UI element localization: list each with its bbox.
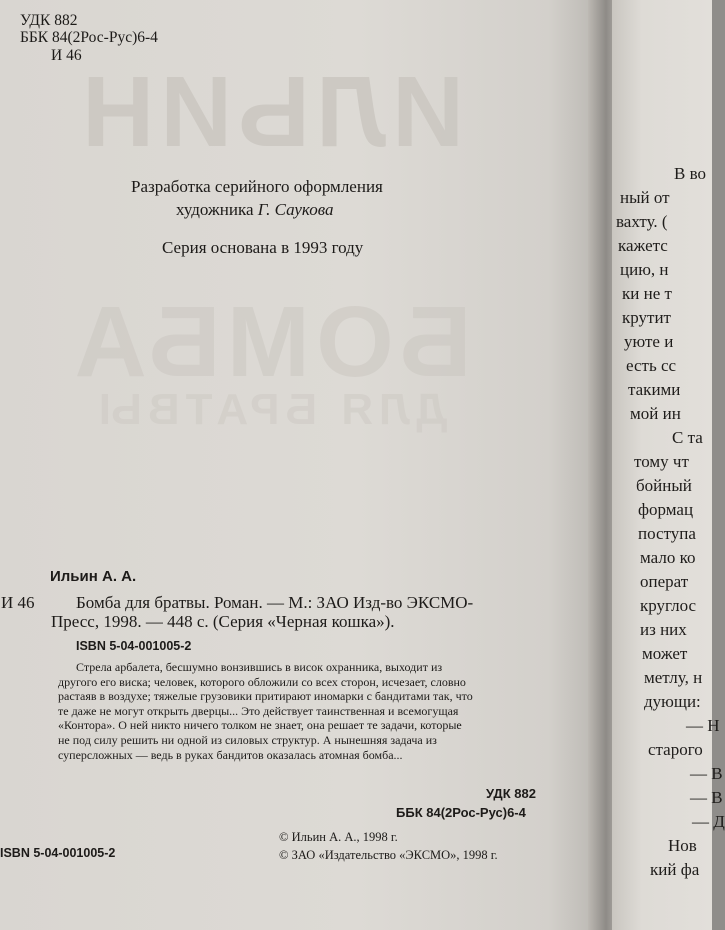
right-line: — Д <box>692 812 725 831</box>
copyright-publisher: © ЗАО «Издательство «ЭКСМО», 1998 г. <box>279 848 498 862</box>
annotation-line: другого его виска; человек, которого обложили со всех сторон, исчезает, словно <box>58 674 466 689</box>
author-name: Ильин А. А. <box>50 568 137 585</box>
right-line: такими <box>628 380 681 399</box>
bbk-code-top: ББК 84(2Рос-Рус)6-4 <box>20 29 158 46</box>
right-line: круглос <box>640 596 697 615</box>
author-index-code: И 46 <box>1 593 35 612</box>
right-line: — В <box>690 788 723 807</box>
right-line: может <box>642 644 688 663</box>
design-credit-prefix: художника <box>176 200 254 219</box>
right-line: Нов <box>668 836 697 855</box>
show-through-subtitle-2: ДЛЯ БРАТВЫ <box>92 385 448 434</box>
udk-code-top: УДК 882 <box>20 12 78 29</box>
isbn: ISBN 5-04-001005-2 <box>76 639 192 653</box>
right-line: мой ин <box>630 404 681 423</box>
annotation <box>58 660 473 762</box>
right-line: из них <box>640 620 687 639</box>
annotation-line: те даже не могут открыть дверцы... Это действует таинственная и всемогущая <box>58 703 459 718</box>
annotation-line: не под силу решить ни одной из силовых структур. А нынешняя задача из <box>58 732 437 747</box>
right-line: формац <box>638 500 694 519</box>
show-through-title: ИЛЬИН <box>76 56 465 168</box>
right-line: ный от <box>620 188 670 207</box>
annotation-line: Стрела арбалета, бесшумно вонзившись в висок охранника, выходит из <box>76 660 443 674</box>
copyright-author: © Ильин А. А., 1998 г. <box>279 830 398 844</box>
right-line: — В <box>690 764 723 783</box>
annotation-line: суперсложных — ведь в руках бандитов оказалась атомная бомба... <box>58 747 403 762</box>
right-line: есть сс <box>626 356 677 375</box>
right-page-text <box>612 0 725 930</box>
series-founded: Серия основана в 1993 году <box>162 238 364 257</box>
design-credit-line-1: Разработка серийного оформления <box>131 177 383 196</box>
udk-code-bottom: УДК 882 <box>486 786 536 801</box>
bibliographic-line-2: Пресс, 1998. — 448 с. (Серия «Черная кошка»). <box>51 612 395 631</box>
right-line: С та <box>672 428 703 447</box>
right-line: поступа <box>638 524 696 543</box>
show-through-subtitle: БОМБА <box>68 286 472 398</box>
right-line: ки не т <box>622 284 672 303</box>
right-line: кий фа <box>650 860 700 879</box>
annotation-line: «Контора». О ней никто ничего толком не знает, она решает те задачи, которые <box>58 718 462 733</box>
designer-name: Г. Саукова <box>257 200 334 219</box>
isbn-bottom: ISBN 5-04-001005-2 <box>0 846 116 860</box>
author-index-top: И 46 <box>51 47 82 64</box>
bbk-code-bottom: ББК 84(2Рос-Рус)6-4 <box>396 805 526 820</box>
right-line: дующи: <box>644 692 701 711</box>
right-line: операт <box>640 572 689 591</box>
right-line: кажетс <box>618 236 668 255</box>
right-line: мало ко <box>640 548 696 567</box>
right-line: вахту. ( <box>616 212 668 231</box>
right-line: бойный <box>636 476 692 495</box>
design-credit-line-2 <box>176 200 334 220</box>
right-line: крутит <box>622 308 671 327</box>
right-page <box>612 0 725 930</box>
annotation-line: растаяв в воздухе; тяжелые грузовики притирают иномарки с бандитами так, что <box>58 689 473 704</box>
right-line: старого <box>648 740 703 759</box>
bibliographic-line-1: Бомба для братвы. Роман. — М.: ЗАО Изд-во ЭКСМО- <box>76 593 474 612</box>
right-line: тому чт <box>634 452 689 471</box>
right-line: — Н <box>686 716 720 735</box>
right-line: уюте и <box>624 332 674 351</box>
right-line: В во <box>674 164 706 183</box>
right-line: метлу, н <box>644 668 703 687</box>
right-line: цию, н <box>620 260 669 279</box>
